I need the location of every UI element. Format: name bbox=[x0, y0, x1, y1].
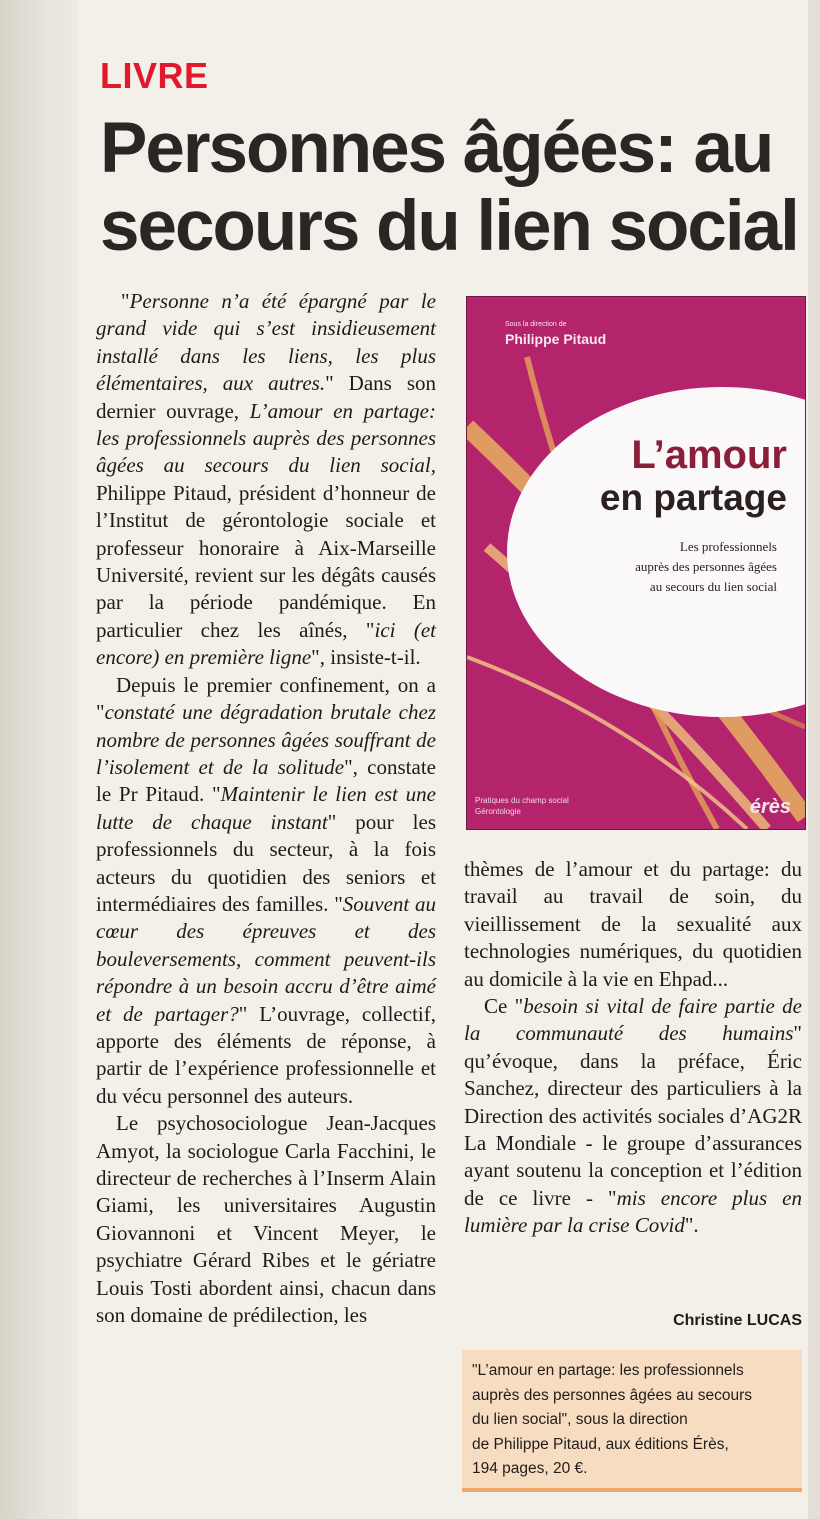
cover-collection: Pratiques du champ social Gérontologie bbox=[475, 796, 569, 816]
cover-editor: Sous la direction de Philippe Pitaud bbox=[505, 321, 607, 347]
adjacent-page-edge bbox=[0, 0, 78, 1519]
adjacent-page-edge-right bbox=[808, 0, 820, 1519]
article-headline: Personnes âgées: au secours du lien social bbox=[100, 109, 798, 266]
article-paragraph: Ce "besoin si vital de faire partie de la communauté des humains" qu’évoque, dans la préface, Éric Sanchez, directeur des particuliers à la Direction des activités sociales d’AG2R La Mondiale - le groupe d’assurances ayant soutenu la conception et l’édition de ce livre - "mis encore plus en lumière par la crise Covid". bbox=[464, 994, 803, 1238]
book-cover-image bbox=[466, 296, 806, 830]
article-column-left bbox=[96, 288, 436, 1329]
author-byline: Christine LUCAS bbox=[673, 1312, 802, 1329]
book-info-box: "L’amour en partage: les professionnels auprès des personnes âgées au secours du lien social", sous la direction de Philippe Pitaud, aux éditions Érès, 194 pages, 20 €. bbox=[462, 1350, 802, 1492]
article-paragraph: thèmes de l’amour et du partage: du travail au travail de soin, du vieillissement de la sexualité aux technologies numériques, du quotidien au domicile à la vie en Ehpad... bbox=[464, 857, 802, 991]
article-paragraph: "Personne n’a été épargné par le grand vide qui s’est insidieusement installé dans les liens, les plus élémentaires, aux autres." Dans son dernier ouvrage, L’amour en partage: les professionnels auprès des personnes âgées au secours du lien social, Philippe Pitaud, président d’honneur de l’Institut de gérontologie sociale et professeur honoraire à Aix-Marseille Université, revient sur les dégâts causés par la période pandémique. En particulier chez les aînés, "ici (et encore) en première ligne", insiste-t-il. bbox=[96, 289, 436, 670]
section-rubric: LIVRE bbox=[100, 55, 209, 96]
book-title-mention: L’amour en partage: les professionnels auprès des personnes âgées au secours du lien social, bbox=[96, 398, 436, 478]
article-paragraph: Depuis le premier confinement, on a "constaté une dégradation brutale chez nombre de personnes âgées souffrant de l’isolement et de la solitude", constate le Pr Pitaud. "Maintenir le lien est une lutte de chaque instant" pour les professionnels du secteur, à la fois acteurs du quotidien des seniors et intermédiaires des familles. "Souvent au cœur des épreuves et des bouleversements, comment peuvent-ils répondre à un besoin accru d’être aimé et de partager?" L’ouvrage, collectif, apporte des éléments de réponse, à partir de l’expérience professionnelle et du vécu personnel des auteurs. bbox=[96, 672, 436, 1108]
article-column-right bbox=[464, 856, 802, 1240]
cover-subtitle: Les professionnels auprès des personnes âgées au secours du lien social bbox=[635, 539, 777, 594]
article-paragraph: Le psychosociologue Jean-Jacques Amyot, la sociologue Carla Facchini, le directeur de recherches à l’Inserm Alain Giami, les universitaires Augustin Giovannoni et Vincent Meyer, le psychiatre Gérard Ribes et le gériatre Louis Tosti abordent ainsi, chacun dans son domaine de prédilection, les bbox=[96, 1111, 436, 1328]
cover-publisher-logo: érès bbox=[749, 796, 791, 818]
cover-title: L’amour en partage bbox=[599, 433, 787, 518]
opening-quote: Personne n’a été épargné par le grand vide qui s’est insidieusement installé dans les liens, les plus élémentaires, aux autres. bbox=[96, 289, 436, 396]
